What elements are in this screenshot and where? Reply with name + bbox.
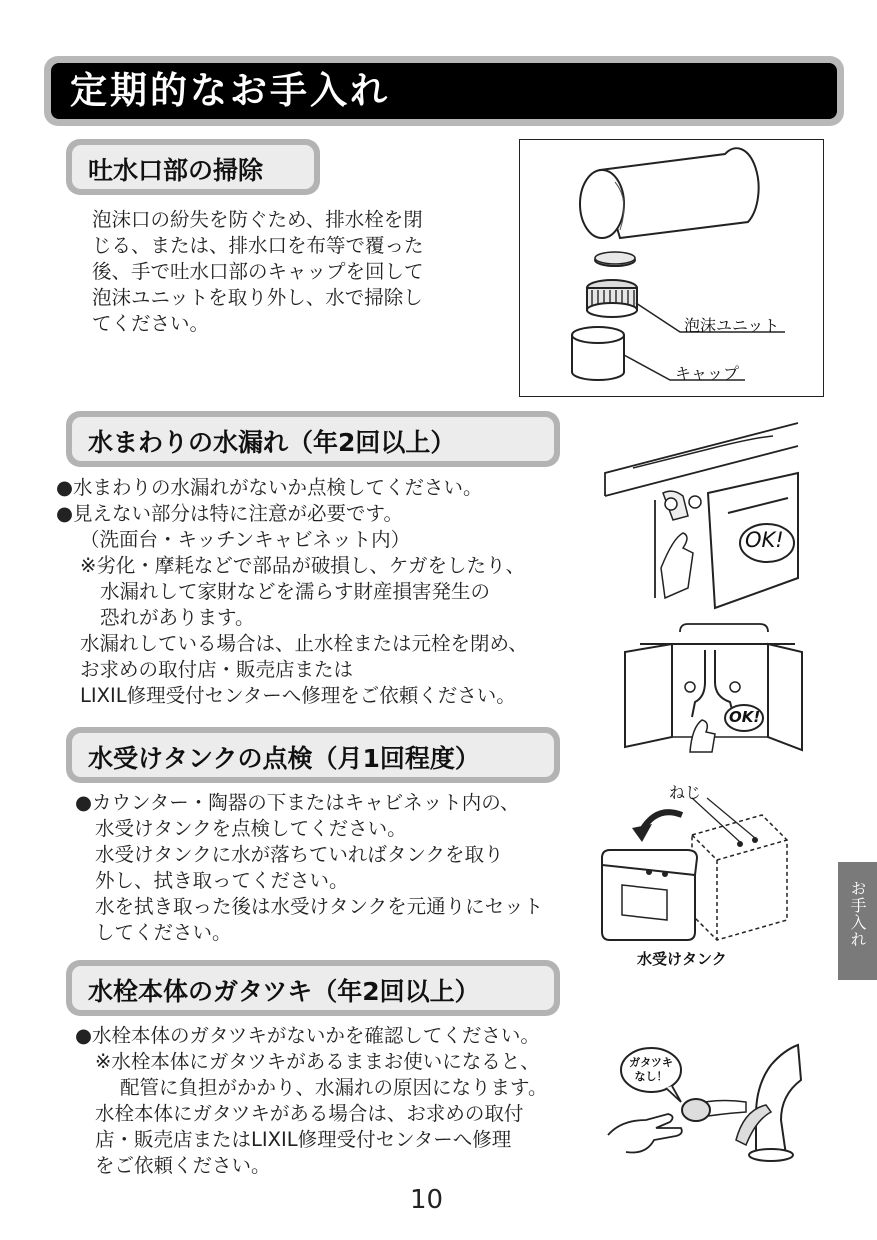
section1-line: 後、手で吐水口部のキャップを回して [92,260,424,283]
section4-heading: 水栓本体のガタツキ（年2回以上） [88,977,480,1006]
section2-line: お求めの取付店・販売店または [80,658,354,681]
water-tank-label: 水受けタンク [637,950,727,968]
drawer-cabinet-figure [603,418,808,613]
faucet-check-figure [606,1040,806,1165]
section2-line: 水漏れして家財などを濡らす財産損害発生の [100,580,491,603]
section2-line: ●水まわりの水漏れがないか点検してください。 [56,476,483,499]
section1-line: じる、または、排水口を布等で覆った [92,234,424,257]
section3-heading: 水受けタンクの点検（月1回程度） [88,744,480,773]
section4-text [75,1022,547,1178]
section2-line: ※劣化・摩耗などで部品が破損し、ケガをしたり、 [80,554,525,577]
section2-line: LIXIL修理受付センターへ修理をご依頼ください。 [80,684,516,707]
faucet-bubble [626,1056,676,1084]
section1-line: 泡沫ユニットを取り外し、水で掃除し [92,286,423,309]
section3-line: 水受けタンクを点検してください。 [95,817,407,840]
aerator-figure [519,139,824,397]
section1-line: てください。 [92,312,210,335]
section4-line: 店・販売店またはLIXIL修理受付センターへ修理 [95,1128,512,1151]
section3-line: 水受けタンクに水が落ちていればタンクを取り [95,843,504,866]
ok-label-2: OK! [729,708,761,726]
section2-line: （洗面台・キッチンキャビネット内） [80,528,411,551]
faucet-bubble-line: ガタツキ [629,1056,673,1069]
section1-line: 泡沫口の紛失を防ぐため、排水栓を閉 [92,208,423,231]
screw-label: ねじ [669,783,702,802]
section3-line: 外し、拭き取ってください。 [95,869,349,892]
water-tank-figure [597,780,797,970]
section2-text [56,474,528,708]
open-cabinet-figure [620,622,805,757]
section2-heading: 水まわりの水漏れ（年2回以上） [88,428,456,457]
side-tab [838,862,877,980]
section3-text [75,789,543,945]
aerator-illustration [520,140,822,395]
side-tab-label: お手入れ [848,880,867,948]
section2-line: 水漏れしている場合は、止水栓または元栓を閉め、 [80,632,528,655]
open-cabinet-illustration [620,622,805,757]
ok-label-1: OK! [745,528,784,552]
section4-line: 配管に負担がかかり、水漏れの原因になります。 [120,1076,548,1099]
section2-line: 恐れがあります。 [100,606,255,629]
aerator-unit-label: 泡沫ユニット [684,316,780,335]
section3-line: 水を拭き取った後は水受けタンクを元通りにセット [95,895,544,918]
faucet-bubble-line: なし！ [634,1070,668,1083]
cap-label: キャップ [675,364,740,383]
section2-line: ●見えない部分は特に注意が必要です。 [56,502,403,525]
section1-heading: 吐水口部の掃除 [88,156,264,185]
section4-line: 水栓本体にガタツキがある場合は、お求めの取付 [95,1102,524,1125]
page-title: 定期的なお手入れ [70,69,390,112]
section1-text [92,206,424,336]
section3-line: ●カウンター・陶器の下またはキャビネット内の、 [75,791,520,814]
section4-line: をご依頼ください。 [95,1154,271,1177]
section4-line: ●水栓本体のガタツキがないかを確認してください。 [75,1024,540,1047]
drawer-cabinet-illustration [603,418,808,613]
section4-line: ※水栓本体にガタツキがあるままお使いになると、 [95,1050,540,1073]
water-tank-illustration [597,780,797,970]
section3-line: してください。 [95,921,232,944]
page-number: 10 [410,1185,444,1215]
